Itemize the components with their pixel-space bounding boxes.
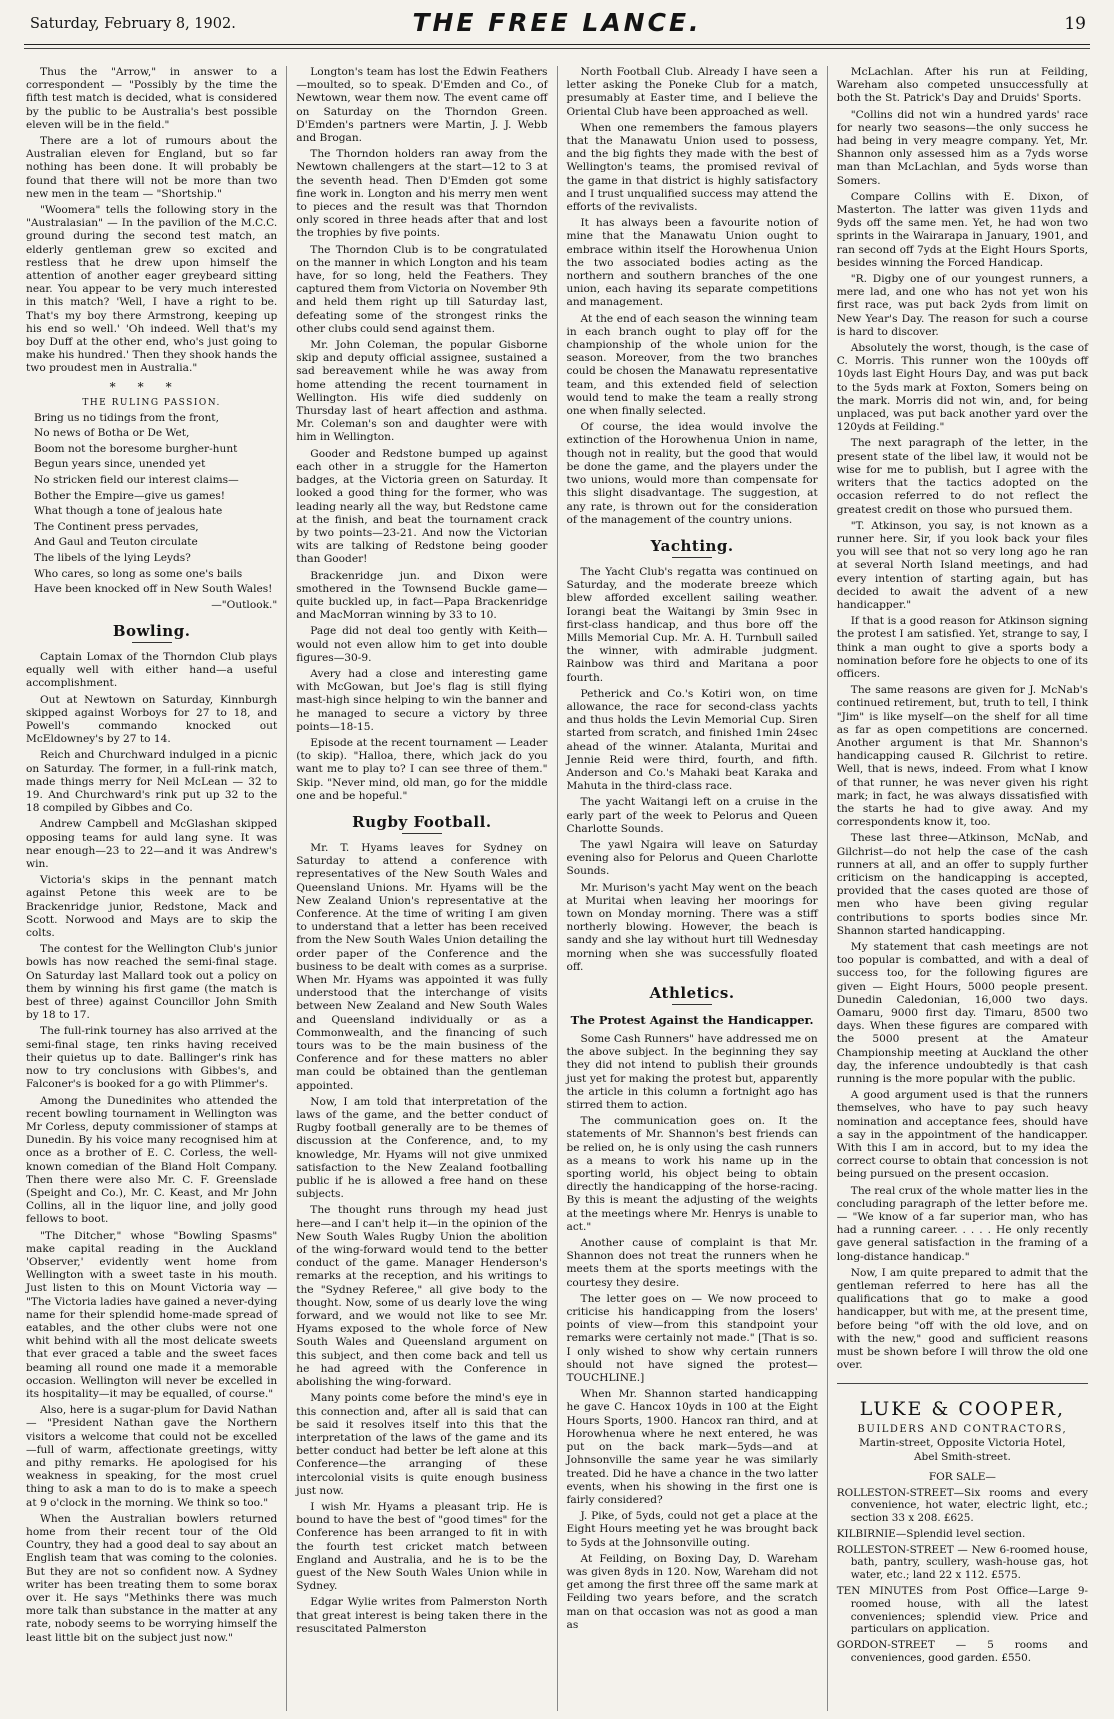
poem-title: THE RULING PASSION. bbox=[82, 397, 221, 408]
bowling-paragraph: Brackenridge jun. and Dixon were smothered in the Townsend Buckle game—quite buckled up, in fact—Papa Brackenridge and MacMorran winning by 33 to 10. bbox=[296, 569, 548, 622]
yachting-paragraph: The Yacht Club's regatta was continued on Saturday, and the moderate breeze which blew afforded excellent sailing weather. Iorangi beat the Waitangi by 3min 9sec in first-class handicap, and thus bore off the Mills Memorial Cup. Mr. A. H. Turnbull sailed the winner, with admirable judgment. Rainbow was third and Maritana a poor fourth. bbox=[566, 565, 818, 684]
heading-rule bbox=[132, 642, 172, 643]
rugby-paragraph: It has always been a favourite notion of mine that the Manawatu Union ought to embrace within itself the Horowhenua Union the two associated bodies acting as the northern and southern branches of the one union, each having its separate competitions and management. bbox=[566, 217, 818, 309]
yachting-paragraph: The yacht Waitangi left on a cruise in the early part of the week to Pelorus and Queen Charlotte Sounds. bbox=[566, 796, 818, 835]
poem-line: And Gaul and Teuton circulate bbox=[34, 536, 198, 549]
athletics-paragraph: The communication goes on. It the statements of Mr. Shannon's best friends can be relied on, he is only using the cash runners as a means to work his name up in the sporting world, his object being to obtain directly the handicapping of the horse-racing. By this is meant the adjusting of the weights at the meetings where Mr. Henrys is unable to act." bbox=[566, 1115, 818, 1233]
athletics-paragraph: Compare Collins with E. Dixon, of Masterton. The latter was given 11yds and 9yds off the same men. Yet, he had won two sprints in the Wairarapa in January, 1901, and ran second off 7yds at the Eight Hours Sports, besides winning the Forced Handicap. bbox=[836, 190, 1088, 269]
bowling-paragraph: Captain Lomax of the Thorndon Club plays equally well with either hand—a useful accomplishment. bbox=[26, 651, 278, 690]
cricket-paragraph: Thus the "Arrow," in answer to a correspondent — "Possibly by the time the fifth test match is decided, what is considered by the public to be Australia's best possible eleven will be in the field." bbox=[26, 66, 278, 131]
ad-listing: ROLLESTON-STREET — New 6-roomed house, bath, pantry, scullery, wash-house gas, hot water, etc.; land 22 x 112. £575. bbox=[836, 1543, 1088, 1582]
poem-line: Begun years since, unended yet bbox=[34, 458, 206, 471]
ad-address: Abel Smith-street. bbox=[913, 1450, 1011, 1463]
ad-listing: KILBIRNIE—Splendid level section. bbox=[836, 1527, 1026, 1540]
bowling-paragraph: The full-rink tourney has also arrived at the semi-final stage, ten rinks having received their quietus up to date. Ballinger's rink has now to try conclusions with Gibbes's, and Falconer's is booked for a go with Plimmer's. bbox=[26, 1025, 278, 1091]
athletics-paragraph: The letter goes on — We now proceed to criticise his handicapping from the losers' points of view—from this standpoint your remarks were certainly not made." [That is so. I only wished to show why certain runners should not have signed the protest—TOUCHLINE.] bbox=[566, 1292, 818, 1385]
bowling-paragraph: When the Australian bowlers returned home from their recent tour of the Old Country, they had a good deal to say about an English team that was coming to the colonies. But they are not so confident now. A Sydney writer has been treating them to some borax over it. He says "Methinks there was much more talk than substance in the matter at any rate, nobody seems to be worrying himself the least little bit on the subject just now." bbox=[26, 1512, 278, 1644]
poem-line: Bring us no tidings from the front, bbox=[34, 411, 219, 424]
section-stars: *** bbox=[109, 379, 194, 394]
column-1 bbox=[24, 66, 286, 1711]
cricket-paragraph: There are a lot of rumours about the Australian eleven for England, but so far nothing has been done. It will probably be found that there will not be more than two new men in the team — "Shortship." bbox=[26, 135, 278, 200]
section-heading-rugby: Rugby Football. bbox=[352, 812, 492, 831]
ad-subtitle: BUILDERS AND CONTRACTORS, bbox=[857, 1423, 1068, 1435]
bowling-paragraph: The Thorndon Club is to be congratulated on the manner in which Longton and his team have, for so long, held the Feathers. They captured them from Victoria on November 9th and held them right up till Saturday last, defeating some of the strongest rinks the other clubs could send against them. bbox=[296, 243, 548, 335]
rugby-paragraph: At the end of each season the winning team in each branch ought to play off for the championship of the whole union for the season. Moreover, from the two branches could be chosen the Manawatu representative team, and this extended field of selection would tend to make the team a really strong one when finally selected. bbox=[566, 312, 818, 418]
issue-date: Saturday, February 8, 1902. bbox=[30, 16, 236, 32]
poem-line: No stricken field our interest claims— bbox=[34, 474, 239, 487]
rugby-paragraph: Of course, the idea would involve the extinction of the Horowhenua Union in name, though not in reality, but the good that would be done the game, and the players under the two unions, would more than compensate for this slight disadvantage. The suggestion, at any rate, is thrown out for the consideration of the management of the country unions. bbox=[566, 421, 818, 526]
athletics-paragraph: McLachlan. After his run at Feilding, Wareham also competed unsuccessfully at both the St. Patrick's Day and Druids' Sports. bbox=[836, 66, 1088, 105]
poem-line: What though a tone of jealous hate bbox=[34, 505, 223, 518]
athletics-paragraph: Another cause of complaint is that Mr. Shannon does not treat the runners when he meets them at the sports meetings with the courtesy they desire. bbox=[566, 1237, 818, 1289]
bowling-paragraph: Victoria's skips in the pennant match against Petone this week are to be Brackenridge junior, Redstone, Mack and Scott. Norwood and Mays are to skip the colts. bbox=[26, 874, 278, 940]
newspaper-title: THE FREE LANCE. bbox=[412, 8, 702, 37]
section-heading-bowling: Bowling. bbox=[112, 622, 191, 640]
bowling-paragraph: The Thorndon holders ran away from the Newtown challengers at the start—12 to 3 at the seventh head. Then D'Emden got some fine work in. Longton and his merry men went to pieces and the result was that Thorndon only scored in three heads after that and lost the trophies by five points. bbox=[296, 148, 548, 240]
ad-firm-name: LUKE & COOPER, bbox=[859, 1397, 1066, 1420]
athletics-paragraph: These last three—Atkinson, McNab, and Gilchrist—do not help the case of the cash runners at all, and an offer to supply further criticism on the handicapping is accepted, provided that the cases quoted are those of men who have been giving regular contributions to sports bodies since Mr. Shannon started handicapping. bbox=[836, 832, 1088, 937]
poem-line: The Continent press pervades, bbox=[34, 520, 199, 533]
rugby-paragraph: Now, I am told that interpretation of the laws of the game, and the better conduct of Rugby football generally are to be themes of discussion at the Conference, and, to my knowledge, Mr. Hyams will not give unmixed satisfaction to the New Zealand footballing public if he is allowed a free hand on these subjects. bbox=[296, 1095, 548, 1201]
athletics-subheading: The Protest Against the Handicapper. bbox=[570, 1013, 814, 1027]
rugby-paragraph: Edgar Wylie writes from Palmerston North that great interest is being taken there in the resuscitated Palmerston bbox=[296, 1596, 548, 1635]
bowling-paragraph: Reich and Churchward indulged in a picnic on Saturday. The former, in a full-rink match, made things merry for Neil McLean — 32 to 19. And Churchward's rink put up 32 to the 18 compiled by Gibbes and Co. bbox=[26, 749, 278, 815]
ad-address: Martin-street, Opposite Victoria Hotel, bbox=[859, 1436, 1066, 1449]
column-2 bbox=[286, 66, 556, 1711]
yachting-paragraph: Petherick and Co.'s Kotiri won, on time allowance, the race for second-class yachts and thus holds the Levin Memorial Cup. Siren started from scratch, and finished 1min 24sec ahead of the winner. Atalanta, Muritai and Jennie Reid were third, fourth, and fifth. Anderson and Co.'s Mahaki beat Karaka and Mahuta in the third-class race. bbox=[566, 687, 818, 793]
athletics-paragraph: Absolutely the worst, though, is the case of C. Morris. This runner won the 100yds off 10yds last Eight Hours Day, and was put back to the 5yds mark at Foxton, Somers being on the mark. Morris did not win, and, for being unplaced, was put back another yard over the 120yds at Feilding." bbox=[836, 342, 1088, 434]
poem-credit: —"Outlook." bbox=[211, 598, 278, 611]
athletics-paragraph: Some Cash Runners" have addressed me on the above subject. In the beginning they say they did not intend to publish their grounds just yet for making the protest but, apparently the article in this column a fortnight ago has stirred them to action. bbox=[566, 1033, 818, 1112]
bowling-paragraph: Page did not deal too gently with Keith—would not even allow him to get into double figures—30-9. bbox=[296, 625, 548, 664]
athletics-paragraph: If that is a good reason for Atkinson signing the protest I am satisfied. Yet, strange to say, I think a man ought to give a sports body a nomination before fore he objects to one of its officers. bbox=[836, 615, 1088, 680]
athletics-paragraph: The real crux of the whole matter lies in the concluding paragraph of the letter before me. — "We know of a far superior man, who has had a running career. . . . . He only recently gave general satisfaction in the framing of a long-distance handicap." bbox=[836, 1184, 1088, 1263]
bowling-paragraph: Andrew Campbell and McGlashan skipped opposing teams for auld lang syne. It was near enough—23 to 22—and it was Andrew's win. bbox=[26, 818, 278, 871]
athletics-paragraph: "R. Digby one of our youngest runners, a mere lad, and one who has not yet won his first race, was put back 2yds from limit on New Year's Day. The reason for such a course is hard to discover. bbox=[836, 273, 1088, 338]
athletics-paragraph: J. Pike, of 5yds, could not get a place at the Eight Hours meeting yet he was brought back to 5yds at the Johnsonville outing. bbox=[566, 1510, 818, 1549]
bowling-paragraph: Episode at the recent tournament — Leader (to skip). "Halloa, there, which jack do you want me to play to? I can see three of them." Skip. "Never mind, old man, go for the middle one and be hopeful." bbox=[296, 736, 548, 802]
section-heading-athletics: Athletics. bbox=[649, 984, 735, 1002]
columns bbox=[24, 66, 1090, 1711]
athletics-paragraph: At Feilding, on Boxing Day, D. Wareham was given 8yds in 120. Now, Wareham did not get among the first three off the same mark at Feilding two years before, and the scratch man on that occasion was not as good a man as bbox=[566, 1552, 818, 1631]
bowling-paragraph: Mr. John Coleman, the popular Gisborne skip and deputy official assignee, sustained a sad bereavement while he was away from home attending the recent tournament in Wellington. His wife died suddenly on Thursday last of heart affection and asthma. Mr. Coleman's son and daughter were with him in Wellington. bbox=[296, 339, 548, 444]
ad-listing: TEN MINUTES from Post Office—Large 9-roomed house, with all the latest conveniences; splendid view. Price and particulars on application. bbox=[836, 1585, 1088, 1636]
poem-line: Bother the Empire—give us games! bbox=[34, 489, 226, 502]
bowling-paragraph: Avery had a close and interesting game with McGowan, but Joe's flag is still flying mast-high since helping to win the banner and he managed to secure a victory by three points—18-15. bbox=[296, 667, 548, 733]
athletics-paragraph: Now, I am quite prepared to admit that the gentleman referred to here has all the qualifications that go to make a good handicapper, but with me, at the present time, before being "off with the old love, and on with the new," good and sufficient reasons must be shown before I will throw the old one over. bbox=[836, 1266, 1088, 1372]
rugby-paragraph: North Football Club. Already I have seen a letter asking the Poneke Club for a match, presumably at Easter time, and I believe the Oriental Club have been approached as well. bbox=[566, 66, 818, 118]
bowling-paragraph: Longton's team has lost the Edwin Feathers—moulted, so to speak. D'Emden and Co., of Newtown, wear them now. The event came off on Saturday on the Thorndon Green. D'Emden's partners were Martin, J. J. Webb and Brogan. bbox=[296, 66, 548, 145]
athletics-paragraph: The next paragraph of the letter, in the present state of the libel law, it would not be wise for me to publish, but I agree with the writers that the tactics adopted on the occasion referred to do not reflect the greatest credit on those who pursued them. bbox=[836, 437, 1088, 516]
ad-listing: GORDON-STREET — 5 rooms and conveniences, good garden. £550. bbox=[836, 1639, 1088, 1665]
bowling-paragraph: "The Ditcher," whose "Bowling Spasms" make capital reading in the Auckland 'Observer,' evidently went home from Wellington with a sweet taste in his mouth. Just listen to this on Mount Victoria way — "The Victoria ladies have gained a never-dying name for their splendid home-made spread of eatables, and the other clubs were not one whit behind with all the most delicate sweets that ever graced a table and the sweet faces beaming all round one made it a memorable occasion. Wellington will never be excelled in its hospitality—it may be equalled, of course." bbox=[26, 1229, 278, 1400]
athletics-paragraph: A good argument used is that the runners themselves, who have to pay such heavy nomination and acceptance fees, should have a say in the appointment of the handicapper. With this I am in accord, but to my idea the correct course to obtain that concession is not being pursued on the present occasion. bbox=[836, 1089, 1088, 1181]
athletics-paragraph: My statement that cash meetings are not too popular is combatted, and with a deal of success too, for the following figures are given — Eight Hours, 5000 people present. Dunedin Caledonian, 16,000 two days. Oamaru, 9000 first day. Timaru, 8500 two days. When these figures are compared with the 5000 present at the Amateur Championship meeting at Auckland the other day, the inference undoubtedly is that cash running is the more popular with the public. bbox=[836, 941, 1088, 1086]
masthead bbox=[24, 0, 1090, 45]
yachting-paragraph: The yawl Ngaira will leave on Saturday evening also for Pelorus and Queen Charlotte Sounds. bbox=[566, 838, 818, 878]
heading-rule bbox=[672, 557, 712, 558]
cricket-paragraph: "Woomera" tells the following story in the "Australasian" — In the pavilion of the M.C.C. ground during the second test match, an elderly gentleman grew so excited and restless that he drew upon himself the attention of another eager greybeard sitting near. You appear to be very much interested in this match? 'Well, I have a right to be. That's my boy there Armstrong, keeping up his end so well.' 'Oh indeed. Well that's my boy Duff at the other end, who's just going to make his hundred.' Then they shook hands the two proudest men in Australia." bbox=[26, 204, 278, 375]
athletics-paragraph: When Mr. Shannon started handicapping he gave C. Hancox 10yds in 100 at the Eight Hours Sports, 1900. Hancox ran third, and at Horowhenua where he next entered, he was put on the back mark—5yds—and at Johnsonville the same year he was similarly treated. Did he have a chance in the two latter events, when his showing in the first one is fairly considered? bbox=[566, 1388, 818, 1506]
rugby-paragraph: Mr. T. Hyams leaves for Sydney on Saturday to attend a conference with representatives of the New South Wales and Queensland Unions. Mr. Hyams will be the New Zealand Union's representative at the Conference. At the time of writing I am given to understand that a letter has been received from the New South Wales Union detailing the order paper of the Conference and the business to be dealt with comes as a surprise. When Mr. Hyams was appointed it was fully understood that the interchange of visits between New Zealand and New South Wales and Queensland individually or as a Commonwealth, and the financing of such tours was to be the main business of the Conference and for these matters no abler man could be obtained than the gentleman appointed. bbox=[296, 841, 548, 1092]
bowling-paragraph: Among the Dunedinites who attended the recent bowling tournament in Wellington was Mr Corless, deputy commissioner of stamps at Dunedin. By his voice many recognised him at once as a brother of E. C. Corless, the well-known comedian of the Bland Holt Company. Then there were also Mr. C. F. Greenslade (Speight and Co.), Mr. C. Keast, and Mr John Collins, all in the liquor line, and jolly good fellows to boot. bbox=[26, 1094, 278, 1226]
bowling-paragraph: Gooder and Redstone bumped up against each other in a struggle for the Hamerton badges, at the Victoria green on Saturday. It looked a good thing for the former, who was leading nearly all the way, but Redstone came at the finish, and beat the tournament crack by two points—23-21. And now the Victorian wits are talking of Redstone being gooder than Gooder! bbox=[296, 447, 548, 566]
column-3 bbox=[557, 66, 827, 1711]
rugby-paragraph: I wish Mr. Hyams a pleasant trip. He is bound to have the best of "good times" for the Conference has been arranged to fit in with the fourth test cricket match between England and Australia, and he is to be the guest of the New South Wales Union while in Sydney. bbox=[296, 1500, 548, 1593]
column-4 bbox=[827, 66, 1090, 1711]
rugby-paragraph: The thought runs through my head just here—and I can't help it—in the opinion of the New South Wales Rugby Union the abolition of the wing-forward would tend to the better conduct of the game. Manager Henderson's remarks at the reception, and his writings to the "Sydney Referee," all give body to the thought. Now, some of us dearly love the wing forward, and we would not like to see Mr. Hyams exposed to the whole force of New South Wales and Queensland argument on this subject, and then come back and tell us he had agreed with the Conference in abolishing the wing-forward. bbox=[296, 1204, 548, 1389]
rugby-paragraph: When one remembers the famous players that the Manawatu Union used to possess, and the big fights they made with the best of Wellington's teams, the promised revival of the game in that district is highly satisfactory and I trust unqualified success may attend the efforts of the revivalists. bbox=[566, 121, 818, 214]
heading-rule bbox=[672, 1004, 712, 1005]
page-number: 19 bbox=[1064, 14, 1086, 34]
athletics-paragraph: The same reasons are given for J. McNab's continued retirement, but, truth to tell, I think "Jim" is like myself—on the shelf for all time as far as open competitions are concerned. Another argument is that Mr. Shannon's handicapping caused R. Gilchrist to retire. Well, that is news, indeed. From what I know of that runner, he was never given his right mark; in fact, he was always dissatisfied with the starts he had to give away. And my correspondents know it, too. bbox=[836, 684, 1088, 829]
athletics-paragraph: "T. Atkinson, you say, is not known as a runner here. Sir, if you look back your files you will see that not so very long ago he ran at several North Island meetings, and had every intention of starting again, but has decided to await the advent of a new handicapper." bbox=[836, 519, 1088, 611]
ad-for-sale-heading: FOR SALE— bbox=[928, 1470, 996, 1483]
bowling-paragraph: Out at Newtown on Saturday, Kinnburgh skipped against Worboys for 27 to 18, and Powell's commando knocked out McEldowney's by 27 to 14. bbox=[26, 693, 278, 746]
bowling-paragraph: The contest for the Wellington Club's junior bowls has now reached the semi-final stage. On Saturday last Mallard took out a policy on them by winning his first game (the match is best of three) against Councillor John Smith by 18 to 17. bbox=[26, 943, 278, 1022]
bowling-paragraph: Also, here is a sugar-plum for David Nathan — "President Nathan gave the Northern visitors a welcome that could not be excelled—full of warm, affectionate greetings, witty and pithy remarks. He apologised for his weakness in speaking, for the most cruel thing to ask a man to do is to make a speech at 9 o'clock in the morning. We think so too." bbox=[26, 1404, 278, 1509]
poem bbox=[26, 412, 277, 596]
masthead-rule bbox=[24, 48, 1090, 49]
poem-line: No news of Botha or De Wet, bbox=[34, 427, 190, 440]
heading-rule bbox=[402, 833, 442, 834]
poem-line: Have been knocked off in New South Wales! bbox=[34, 583, 273, 596]
yachting-paragraph: Mr. Murison's yacht May went on the beach at Muritai when leaving her moorings for town on Monday morning. There was a stiff northerly blowing. However, the beach is sandy and she lay without hurt till Wednesday morning when she was successfully floated off. bbox=[566, 881, 818, 973]
athletics-paragraph: "Collins did not win a hundred yards' race for nearly two seasons—the only success he had being in very meagre company. Yet, Mr. Shannon only assessed him as a 7yds worse man than McLachlan, and 5yds worse than Somers. bbox=[836, 108, 1088, 187]
advertisement bbox=[837, 1383, 1088, 1665]
poem-line: Boom not the boresome burgher-hunt bbox=[34, 442, 238, 455]
section-heading-yachting: Yachting. bbox=[650, 536, 734, 555]
rugby-paragraph: Many points come before the mind's eye in this connection and, after all is said that can be said it resolves itself into this that the interpretation of the laws of the game and its better conduct had better be left alone at this Conference—the arranging of these intercolonial visits is quite enough business just now. bbox=[296, 1392, 548, 1497]
ad-listing: ROLLESTON-STREET—Six rooms and every convenience, hot water, electric light, etc.; section 33 x 208. £625. bbox=[836, 1486, 1088, 1525]
poem-line: Who cares, so long as some one's bails bbox=[34, 567, 243, 580]
poem-line: The libels of the lying Leyds? bbox=[34, 552, 191, 565]
